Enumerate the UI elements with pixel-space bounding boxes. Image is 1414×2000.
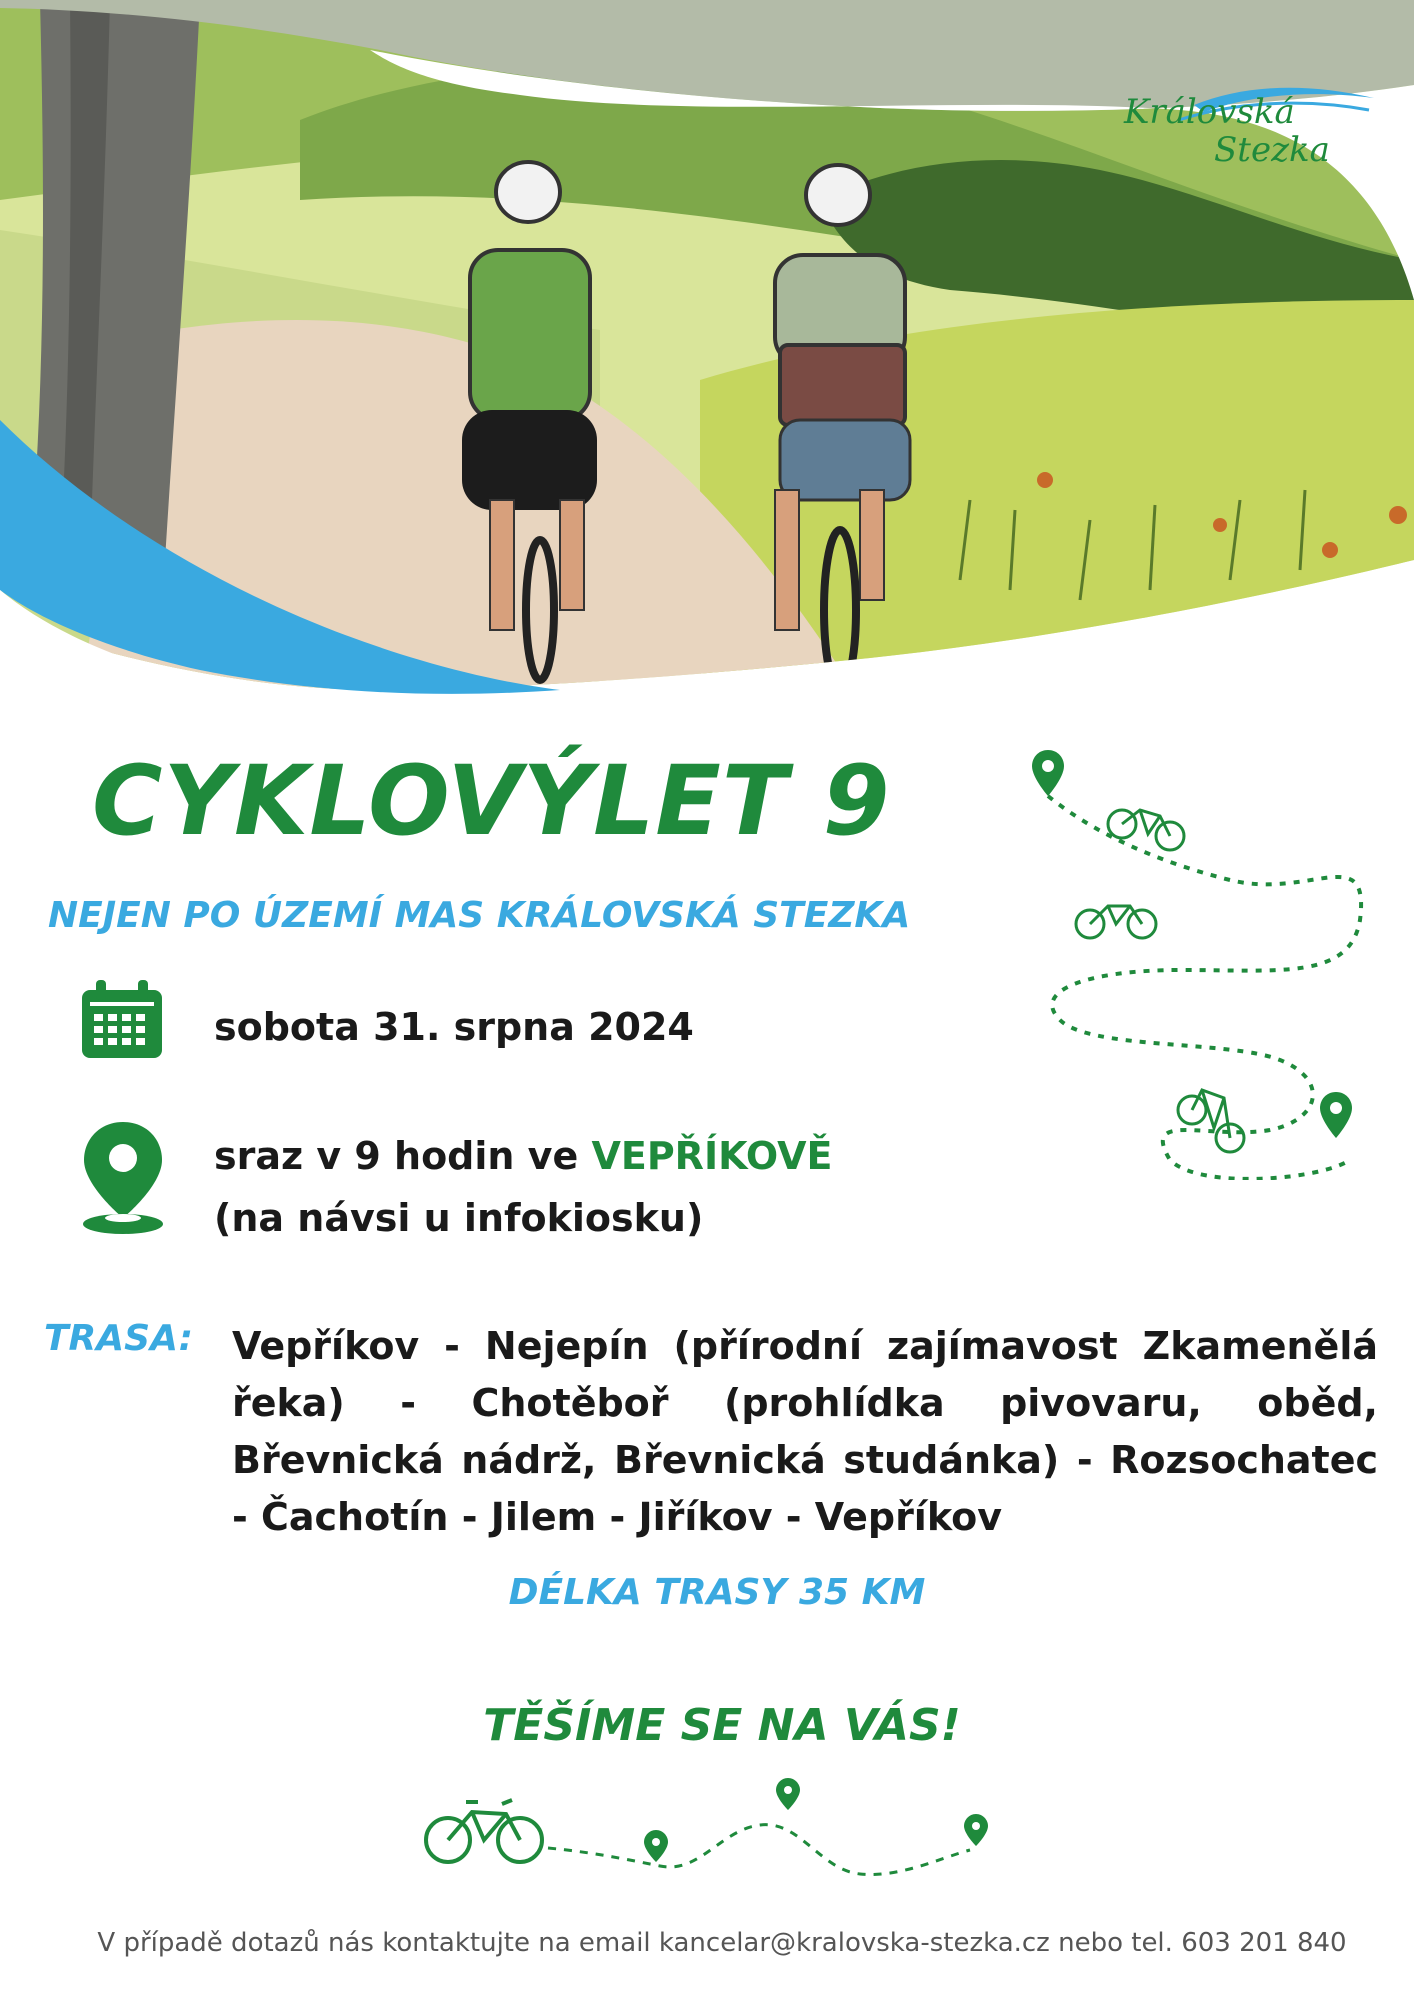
location-pin-icon [80,1120,166,1236]
event-subtitle: NEJEN PO ÚZEMÍ MAS KRÁLOVSKÁ STEZKA [48,895,911,936]
route-length: DÉLKA TRASY 35 KM [508,1572,926,1613]
kralovska-stezka-logo [1084,80,1384,190]
event-date: sobota 31. srpna 2024 [214,1005,694,1049]
logo-line-2: Stezka [1214,130,1330,170]
route-map-decoration [1030,740,1400,1180]
contact-info: V případě dotazů nás kontaktujte na email kancelar@kralovska-stezka.cz nebo tel. 603 201 840 [97,1928,1347,1958]
calendar-icon [80,980,164,1060]
meeting-line-2: (na návsi u infokiosku) [214,1196,704,1240]
bicycle-icon-2 [1076,906,1156,938]
logo-line-1: Královská [1124,92,1295,132]
start-pin-icon [1032,750,1064,796]
bicycle-icon-1 [1108,810,1184,850]
end-pin-icon [1320,1092,1352,1138]
pin-icon-bottom-2 [776,1778,800,1810]
bicycle-icon-bottom [426,1800,542,1862]
route-description: Vepříkov - Nejepín (přírodní zajímavost Zkamenělá řeka) - Chotěboř (prohlídka pivovaru, oběd, Břevnická nádrž, Břevnická studánka) - Rozsochatec - Čachotín - Jilem - Jiříkov - Vepříkov [232,1324,1378,1539]
meeting-place: VEPŘÍKOVĚ [591,1134,833,1178]
bottom-route-decoration [420,1770,1000,1900]
event-title: CYKLOVÝLET 9 [92,745,891,857]
pin-icon-bottom-3 [964,1814,988,1846]
meeting-line-1 [214,1134,832,1178]
route-label: TRASA: [44,1318,193,1359]
pin-icon-bottom-1 [644,1830,668,1862]
meeting-prefix: sraz v 9 hodin ve [214,1134,592,1178]
bicycle-icon-3 [1178,1090,1244,1152]
closing-message: TĚŠÍME SE NA VÁS! [483,1700,961,1751]
